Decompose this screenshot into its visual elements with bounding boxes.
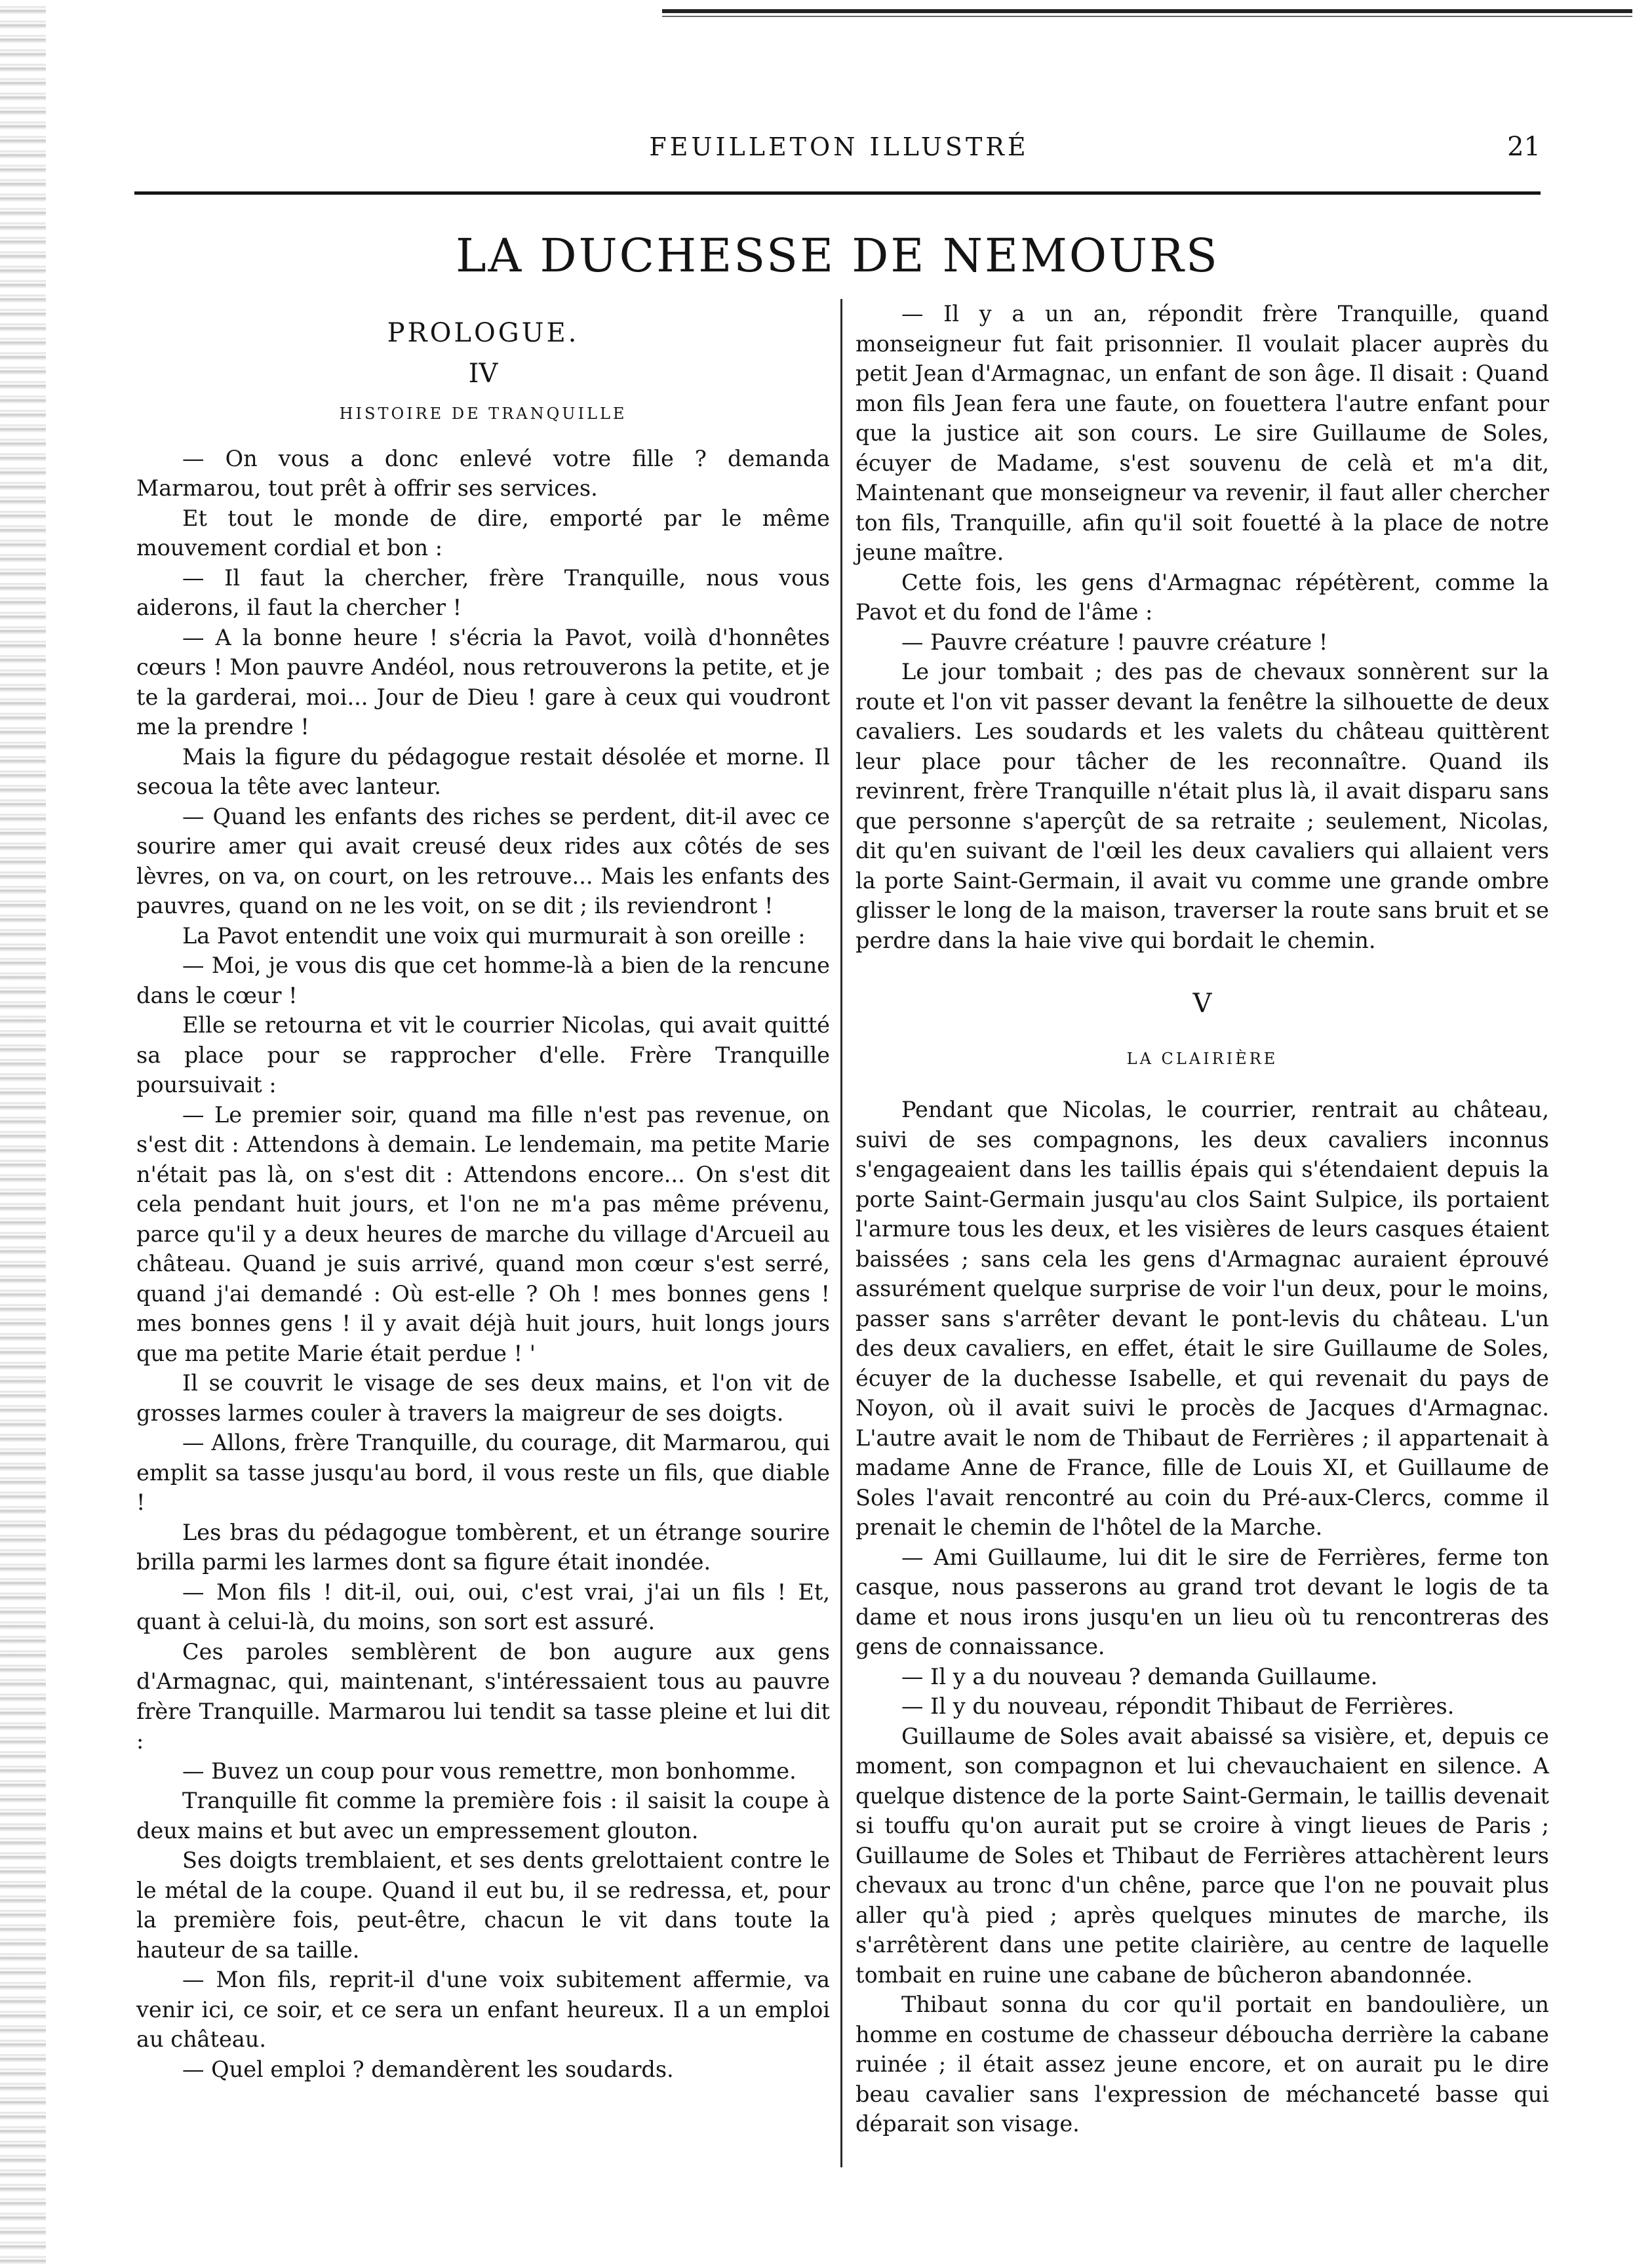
paragraph: Mais la figure du pédagogue restait désolée et morne. Il secoua la tête avec lanteur. <box>136 743 830 799</box>
paragraph: — Le premier soir, quand ma fille n'est pas revenue, on s'est dit : Attendons à demain. Le lendemain, ma petite Marie n'était pas là, on s'est dit : Attendons encore... On s'est dit cela pendant huit jours, et l'on ne m'a pas même prévenu, parce qu'il y a deux heures de marche du village d'Arcueil au château. Quand je suis arrivé, quand mon cœur s'est serré, quand j'ai demandé : Où est-elle ? Oh ! mes bonnes gens ! mes bonnes gens ! il y avait déjà huit jours, huit longs jours que ma petite Marie était perdue ! ' <box>136 1101 830 1366</box>
running-title: FEUILLETON ILLUSTRÉ <box>649 132 1029 161</box>
paragraph: — Quand les enfants des riches se perdent, dit-il avec ce sourire amer qui avait creusé deux rides aux côtés de ses lèvres, on va, on court, on les retrouve... Mais les enfants des pauvres, quand on ne les voit, on se dit ; ils reviendront ! <box>136 803 830 918</box>
paragraph: — A la bonne heure ! s'écria la Pavot, voilà d'honnêtes cœurs ! Mon pauvre Andéol, nous retrouverons la petite, et je te la garderai, moi... Jour de Dieu ! gare à ceux qui voudront me la prendre ! <box>136 624 830 739</box>
paragraph: Ses doigts tremblaient, et ses dents grelottaient contre le le métal de la coupe. Quand il eut bu, il se redressa, et, pour la première fois, peut-être, chacun le vit dans toute la hauteur de sa taille. <box>136 1847 830 1963</box>
page-number: 21 <box>1507 132 1541 162</box>
paragraph: — Quel emploi ? demandèrent les soudards. <box>182 2056 674 2082</box>
paragraph: — Allons, frère Tranquille, du courage, dit Marmarou, qui emplit sa tasse jusqu'au bord, il vous reste un fils, que diable ! <box>136 1430 830 1515</box>
page-title: LA DUCHESSE DE NEMOURS <box>456 229 1219 283</box>
column-divider <box>840 299 842 2167</box>
paragraph: — Buvez un coup pour vous remettre, mon bonhomme. <box>182 1758 796 1784</box>
chapter-number: V <box>1192 989 1212 1019</box>
running-head <box>138 126 1541 168</box>
chapter-subtitle: LA CLAIRIÈRE <box>1126 1049 1278 1068</box>
chapter-number: IV <box>468 358 498 389</box>
left-paragraphs <box>136 444 830 2085</box>
right-paragraphs-top <box>856 299 1549 955</box>
paragraph: Pendant que Nicolas, le courrier, rentrait au château, suivi de ses compagnons, les deux cavaliers inconnus s'engageaient dans les taillis épais qui s'étendaient depuis la porte Saint-Germain jusqu'au clos Saint Sulpice, ils portaient l'armure tous les deux, et les visières de leurs casques étaient baissées ; sans cela les gens d'Armagnac auraient éprouvé assurément quelque surprise de voir l'un deux, pour le moins, passer sans s'arrêter devant le pont-levis du château. L'un des deux cavaliers, en effet, était le sire Guillaume de Soles, écuyer de la duchesse Isabelle, et qui revenait du pays de Noyon, où il avait suivi le procès de Jacques d'Armagnac. L'autre avait le nom de Thibaut de Ferrières ; il appartenait à madame Anne de France, fille de Louis XI, et Guillaume de Soles l'avait rencontré au coin du Pré-aux-Clercs, comme il prenait le chemin de l'hôtel de la Marche. <box>856 1097 1549 1540</box>
paragraph: Cette fois, les gens d'Armagnac répétèrent, comme la Pavot et du fond de l'âme : <box>856 569 1549 625</box>
paragraph: — Il y a du nouveau ? demanda Guillaume. <box>901 1663 1378 1689</box>
paragraph: — Il faut la chercher, frère Tranquille, nous vous aiderons, il faut la chercher ! <box>136 564 830 620</box>
paragraph: — Moi, je vous dis que cet homme-là a bien de la rencune dans le cœur ! <box>136 953 830 1008</box>
paragraph: — On vous a donc enlevé votre fille ? demanda Marmarou, tout prêt à offrir ses services. <box>136 445 830 501</box>
paragraph: Les bras du pédagogue tombèrent, et un étrange sourire brilla parmi les larmes dont sa figure était inondée. <box>136 1519 830 1575</box>
paragraph: — Mon fils ! dit-il, oui, oui, c'est vrai, j'ai un fils ! Et, quant à celui-là, du moins, son sort est assuré. <box>136 1579 830 1634</box>
paragraph: — Ami Guillaume, lui dit le sire de Ferrières, ferme ton casque, nous passerons au grand trot devant le logis de ta dame et nous irons jusqu'en un lieu où tu rencontreras des gens de connaissance. <box>856 1544 1549 1659</box>
paragraph: Elle se retourna et vit le courrier Nicolas, qui avait quitté sa place pour se rapprocher d'elle. Frère Tranquille poursuivait : <box>136 1012 830 1097</box>
paragraph: Thibaut sonna du cor qu'il portait en bandoulière, un homme en costume de chasseur déboucha derrière la cabane ruinée ; il était assez jeune encore, et on aurait pu le dire beau cavalier sans l'expression de méchanceté basse qui déparait son visage. <box>856 1992 1549 2137</box>
paragraph: Le jour tombait ; des pas de chevaux sonnèrent sur la route et l'on vit passer devant la fenêtre la silhouette de deux cavaliers. Les soudards et les valets du château quittèrent leur place pour tâcher de les reconnaître. Quand ils revinrent, frère Tranquille n'était plus là, il avait disparu sans que personne s'aperçût de sa retraite ; seulement, Nicolas, dit qu'en suivant de l'œil les deux cavaliers qui allaient vers la porte Saint-Germain, il avait vu comme une grande ombre glisser le long de la maison, traverser la route sans bruit et se perdre dans la haie vive qui bordait le chemin. <box>856 659 1549 953</box>
top-rule <box>662 9 1632 13</box>
paragraph: — Il y a un an, répondit frère Tranquille, quand monseigneur fut fait prisonnier. Il voulait placer auprès du petit Jean d'Armagnac, un enfant de son âge. Il disait : Quand mon fils Jean fera une faute, on fouettera l'autre enfant pour que la justice ait son cours. Le sire Guillaume de Soles, écuyer de Madame, s'est souvenu de celà et m'a dit, Maintenant que monseigneur va revenir, il faut aller chercher ton fils, Tranquille, afin qu'il soit fouetté à la place de notre jeune maître. <box>856 301 1549 565</box>
paragraph: — Pauvre créature ! pauvre créature ! <box>901 629 1328 655</box>
paragraph: Et tout le monde de dire, emporté par le même mouvement cordial et bon : <box>136 505 830 561</box>
paragraph: — Il y du nouveau, répondit Thibaut de Ferrières. <box>901 1693 1455 1719</box>
paragraph: Guillaume de Soles avait abaissé sa visière, et, depuis ce moment, son compagnon et lui chevauchaient en silence. A quelque distence de la porte Saint-Germain, le taillis devenait si touffu qu'on aurait put se croire à vingt lieues de Paris ; Guillaume de Soles et Thibaut de Ferrières attachèrent leurs chevaux au tronc d'un chêne, parce que l'on ne pouvait plus aller qu'à pied ; après quelques minutes de marche, ils s'arrêtèrent dans une petite clairière, au centre de laquelle tombait en ruine une cabane de bûcheron abandonnée. <box>856 1723 1549 1988</box>
right-paragraphs-bottom <box>856 1095 1549 2139</box>
scan-border <box>0 0 46 2267</box>
right-column <box>856 299 1549 2139</box>
paragraph: Il se couvrit le visage de ses deux mains, et l'on vit de grosses larmes couler à travers la maigreur de ses doigts. <box>136 1370 830 1426</box>
paragraph: Tranquille fit comme la première fois : il saisit la coupe à deux mains et but avec un empressement glouton. <box>136 1788 830 1843</box>
paragraph: — Mon fils, reprit-il d'une voix subitement affermie, va venir ici, ce soir, et ce sera un enfant heureux. Il a un emploi au château. <box>136 1967 830 2052</box>
header-rule <box>134 191 1541 195</box>
chapter-subtitle: HISTOIRE DE TRANQUILLE <box>339 404 627 423</box>
paragraph: Ces paroles semblèrent de bon augure aux gens d'Armagnac, qui, maintenant, s'intéressaient tous au pauvre frère Tranquille. Marmarou lui tendit sa tasse pleine et lui dit : <box>136 1638 830 1754</box>
paragraph: La Pavot entendit une voix qui murmurait à son oreille : <box>182 922 806 949</box>
top-rule-thin <box>662 16 1632 17</box>
left-column <box>136 299 830 2084</box>
prologue-heading: PROLOGUE. <box>387 318 580 348</box>
